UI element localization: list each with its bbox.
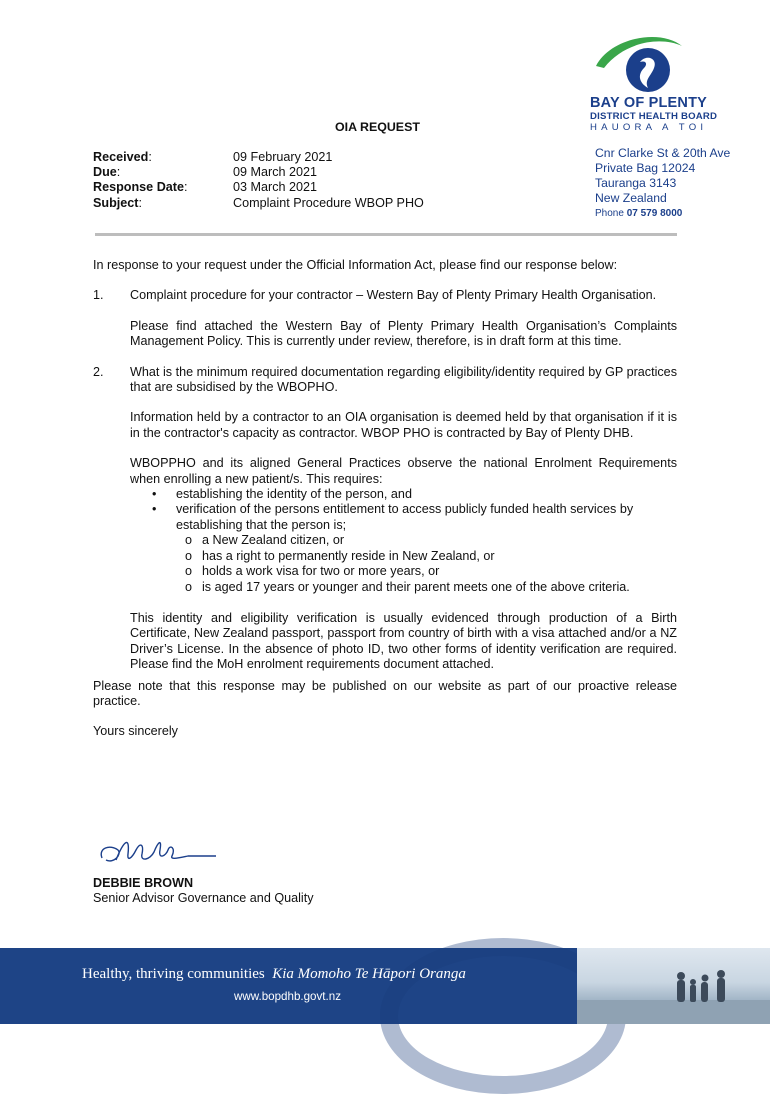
address-line: New Zealand — [595, 191, 667, 205]
logo-mark-icon — [590, 32, 690, 94]
family-photo — [577, 948, 770, 1024]
letter-body — [93, 258, 677, 740]
list-item — [176, 502, 677, 594]
org-phone — [595, 206, 730, 221]
meta-key: Response Date — [93, 180, 184, 195]
intro-paragraph: In response to your request under the Official Information Act, please find our response below: — [93, 258, 618, 272]
org-subtitle: DISTRICT HEALTH BOARD — [590, 111, 718, 122]
answer-text: WBOPPHO and its aligned General Practices observe the national Enrolment Requirements when enrolling a new patient/s. This requires: — [130, 456, 677, 486]
phone-label: Phone — [595, 208, 624, 219]
phone-number: 07 579 8000 — [626, 208, 683, 219]
address-line: Private Bag 12024 — [595, 161, 696, 175]
closing: Yours sincerely — [93, 724, 178, 739]
meta-row: Received: 09 February 2021 — [93, 150, 333, 164]
list-item: • establishing the identity of the person, and — [176, 487, 677, 502]
meta-value: 09 February 2021 — [233, 150, 333, 164]
requirements-list — [130, 487, 677, 595]
bop-dhb-logo — [590, 32, 755, 133]
question-1 — [93, 288, 677, 364]
question-2 — [93, 365, 677, 688]
meta-key: Subject — [93, 195, 139, 210]
sub-list-item: o holds a work visa for two or more years, or — [202, 564, 677, 579]
signer-block — [93, 876, 314, 907]
page-title: OIA REQUEST — [335, 120, 420, 134]
tagline-maori: Kia Momoho Te Hāpori Oranga — [272, 966, 466, 982]
meta-row: Subject: Complaint Procedure WBOP PHO — [93, 195, 424, 210]
meta-value: Complaint Procedure WBOP PHO — [233, 195, 424, 210]
signature — [96, 830, 226, 877]
answer-text: This identity and eligibility verification is usually evidenced through production of a Birth Certificate, New Zealand passport, passport from country of birth with a visa attached and/or a NZ Driver’s License. In the absence of photo ID, two other forms of identity verification are required. Please find the MoH enrolment requirements document attached. — [130, 610, 677, 672]
sub-list-item: o has a right to permanently reside in New Zealand, or — [202, 549, 677, 564]
org-maori-name: HAUORA A TOI — [590, 122, 708, 133]
meta-value: 03 March 2021 — [233, 180, 318, 195]
question-number: 2. — [93, 364, 104, 379]
answer-text: Information held by a contractor to an OIA organisation is deemed held by that organisation if it is in the contractor's capacity as contractor. WBOP PHO is contracted by Bay of Plenty DHB. — [130, 410, 677, 440]
meta-key: Due — [93, 165, 117, 180]
meta-key: Received — [93, 150, 149, 164]
meta-value: 09 March 2021 — [233, 165, 318, 180]
footer-url: www.bopdhb.govt.nz — [234, 990, 341, 1003]
meta-row: Due: 09 March 2021 — [93, 165, 318, 180]
address-line: Cnr Clarke St & 20th Ave — [595, 146, 731, 160]
signer-role: Senior Advisor Governance and Quality — [93, 891, 314, 906]
meta-row: Response Date: 03 March 2021 — [93, 180, 318, 195]
publication-note: Please note that this response may be published on our website as part of our proactive release practice. — [93, 678, 677, 708]
org-name: BAY OF PLENTY — [590, 95, 708, 111]
sub-list-item: o a New Zealand citizen, or — [202, 533, 677, 548]
address-line: Tauranga 3143 — [595, 176, 677, 190]
question-text: What is the minimum required documentation regarding eligibility/identity required by GP practices that are subsidised by the WBOPHO. — [130, 364, 677, 395]
org-address — [595, 146, 730, 221]
answer-text: Please find attached the Western Bay of Plenty Primary Health Organisation’s Complaints Management Policy. This is currently under review, therefore, is in draft form at this time. — [130, 318, 677, 349]
question-number: 1. — [93, 288, 104, 303]
question-text: Complaint procedure for your contractor – Western Bay of Plenty Primary Health Organisation. — [130, 288, 657, 303]
tagline-english: Healthy, thriving communities — [82, 966, 265, 982]
footer-tagline — [82, 966, 466, 983]
footer-banner — [0, 948, 770, 1024]
request-meta — [93, 150, 424, 211]
signer-name: DEBBIE BROWN — [93, 876, 194, 890]
sub-list-item: o is aged 17 years or younger and their parent meets one of the above criteria. — [202, 580, 677, 595]
divider — [95, 233, 677, 236]
list-item-text: verification of the persons entitlement to access publicly funded health services by establishing that the person is; — [176, 502, 634, 532]
sub-list — [176, 533, 677, 595]
